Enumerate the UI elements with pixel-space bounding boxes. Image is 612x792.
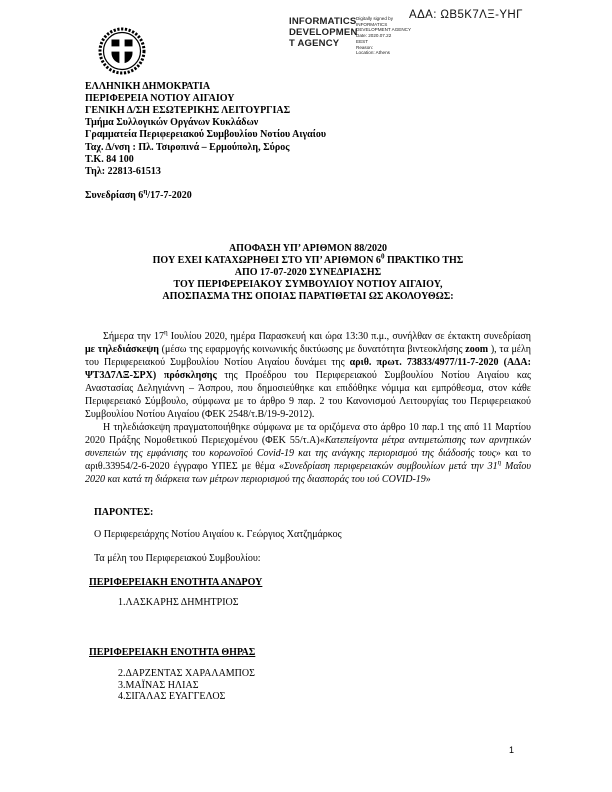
- org-header: [85, 81, 326, 141]
- list-item: 2.ΔΑΡΖΕΝΤΑΣ ΧΑΡΑΛΑΜΠΟΣ: [118, 668, 255, 679]
- list-item: 1.ΛΑΣΚΑΡΗΣ ΔΗΜΗΤΡΙΟΣ: [118, 597, 239, 608]
- list-item: 3.ΜΑΪΝΑΣ ΗΛΙΑΣ: [118, 679, 199, 691]
- greek-coat-of-arms-icon: [95, 26, 149, 83]
- org-line-republic: ΕΛΛΗΝΙΚΗ ΔΗΜΟΚΡΑΤΙΑ: [85, 81, 211, 92]
- org-line-department: Τμήμα Συλλογικών Οργάνων Κυκλάδων: [85, 117, 259, 128]
- page-number: 1: [509, 745, 515, 755]
- paragraph-teleconference-legal-basis: Η τηλεδιάσκεψη πραγματοποιήθηκε σύμφωνα με τα οριζόμενα στο άρθρο 10 παρ.1 της από 11 Μαρτίου 2020 Πράξης Νομοθετικού Περιεχομένου (ΦΕΚ 55/τ.Α)«Κατεπείγοντα μέτρα αντιμετώπισης των αρνητικών συνεπειών της εμφάνισης του κορωνοϊού Covid-19 και της ανάγκης περιορισμού της διάδοσής τους» και το αριθ.33954/2-6-2020 έγγραφο ΥΠΕΣ με θέμα «Συνεδρίαση περιφερειακών συμβουλίων μετά την $31^\eta$ Μαΐου 2020 και κατά τη διάρκεια των μέτρων περιορισμού της διασποράς του ιού COVID-19»: [85, 422, 532, 485]
- present-heading: ΠΑΡΟΝΤΕΣ:: [94, 507, 154, 518]
- title-line-2: ΠΟΥ ΕΧΕΙ ΚΑΤΑΧΩΡΗΘΕΙ ΣΤΟ ΥΠ’ ΑΡΙΘΜΟΝ $6^0$ ΠΡΑΚΤΙΚΟ ΤΗΣ: [152, 252, 464, 266]
- phone-number: Τηλ: 22813-61513: [85, 166, 161, 177]
- stamp-agency-name: INFORMATICS DEVELOPMEN T AGENCY: [289, 16, 358, 50]
- ada-code: ΑΔΑ: ΩΒ5Κ7ΛΞ-ΥΗΓ: [409, 9, 523, 21]
- postal-code: Τ.Κ. 84 100: [85, 154, 134, 165]
- org-line-directorate: ΓΕΝΙΚΗ Δ/ΣΗ ΕΣΩΤΕΡΙΚΗΣ ΛΕΙΤΟΥΡΓΙΑΣ: [85, 105, 291, 116]
- paragraph-session-description: Σήμερα την $17^\eta$ Ιουλίου 2020, ημέρα Παρασκευή και ώρα 13:30 π.μ., συνήλθαν σε έκτακτη συνεδρίαση με τηλεδιάσκεψη (μέσω της εφαρμογής κοινωνικής δικτύωσης με δυνατότητα βιντεοκλήσης zoom ), τα μέλη του Περιφερειακού Συμβουλίου Νοτίου Αιγαίου δυνάμει της αριθ. πρωτ. 73833/4977/11-7-2020 (ΑΔΑ: ΨΤ3Δ7ΛΞ-ΣΡΧ) πρόσκλησης της Προέδρου του Περιφερειακού Συμβουλίου Νοτίου Αιγαίου κας Αναστασίας Δεληγιάννη – Άσπρου, που δημοσιεύθηκε και επιδόθηκε νόμιμα και εμπρόθεσμα, στον κάθε Περιφερειακό Σύμβουλο, σύμφωνα με το άρθρο 9 παρ. 2 του Κανονισμού Λειτουργίας του Περιφερειακού Συμβουλίου Νοτίου Αιγαίου (ΦΕΚ 2548/τ.Β/19-9-2012).: [85, 328, 531, 420]
- member-list-thira: [118, 668, 255, 703]
- members-intro-line: Τα μέλη του Περιφερειακού Συμβουλίου:: [94, 553, 261, 564]
- governor-line: Ο Περιφερειάρχης Νοτίου Αιγαίου κ. Γεώργιος Χατζημάρκος: [94, 529, 342, 540]
- address-block: [85, 142, 289, 178]
- decision-title: [85, 243, 531, 303]
- regional-unit-andros-heading: ΠΕΡΙΦΕΡΕΙΑΚΗ ΕΝΟΤΗΤΑ ΑΝΔΡΟΥ: [89, 577, 263, 588]
- regional-unit-thira-heading: ΠΕΡΙΦΕΡΕΙΑΚΗ ΕΝΟΤΗΤΑ ΘΗΡΑΣ: [89, 647, 256, 658]
- title-line-5: ΑΠΟΣΠΑΣΜΑ ΤΗΣ ΟΠΟΙΑΣ ΠΑΡΑΤΙΘΕΤΑΙ ΩΣ ΑΚΟΛΟΥΘΩΣ:: [162, 291, 454, 302]
- org-line-secretariat: Γραμματεία Περιφερειακού Συμβουλίου Νοτίου Αιγαίου: [85, 129, 327, 140]
- digital-signature-stamp: [289, 16, 418, 56]
- title-line-3: ΑΠΟ 17-07-2020 ΣΥΝΕΔΡΙΑΣΗΣ: [234, 267, 382, 278]
- body-text: [85, 330, 531, 486]
- member-list-andros: [118, 597, 239, 608]
- title-line-4: ΤΟΥ ΠΕΡΙΦΕΡΕΙΑΚΟΥ ΣΥΜΒΟΥΛΙΟΥ ΝΟΤΙΟΥ ΑΙΓΑΙΟΥ,: [173, 279, 443, 290]
- session-line: Συνεδρίαση $6^\eta/17-7-2020$: [85, 187, 192, 201]
- list-item: 4.ΣΙΓΑΛΑΣ ΕΥΑΓΓΕΛΟΣ: [118, 691, 226, 702]
- title-line-1: ΑΠΟΦΑΣΗ ΥΠ’ ΑΡΙΘΜΟΝ 88/2020: [228, 243, 388, 254]
- postal-address: Ταχ. Δ/νση : Πλ. Τσιροπινά – Ερμούπολη, Σύρος: [85, 142, 290, 153]
- stamp-signature-details: Digitally signed by INFORMATICS DEVELOPMENT AGENCY Date: 2020.07.22 EEST Reason: Location: Athens: [356, 16, 412, 56]
- org-line-region: ΠΕΡΙΦΕΡΕΙΑ ΝΟΤΙΟΥ ΑΙΓΑΙΟΥ: [85, 93, 235, 104]
